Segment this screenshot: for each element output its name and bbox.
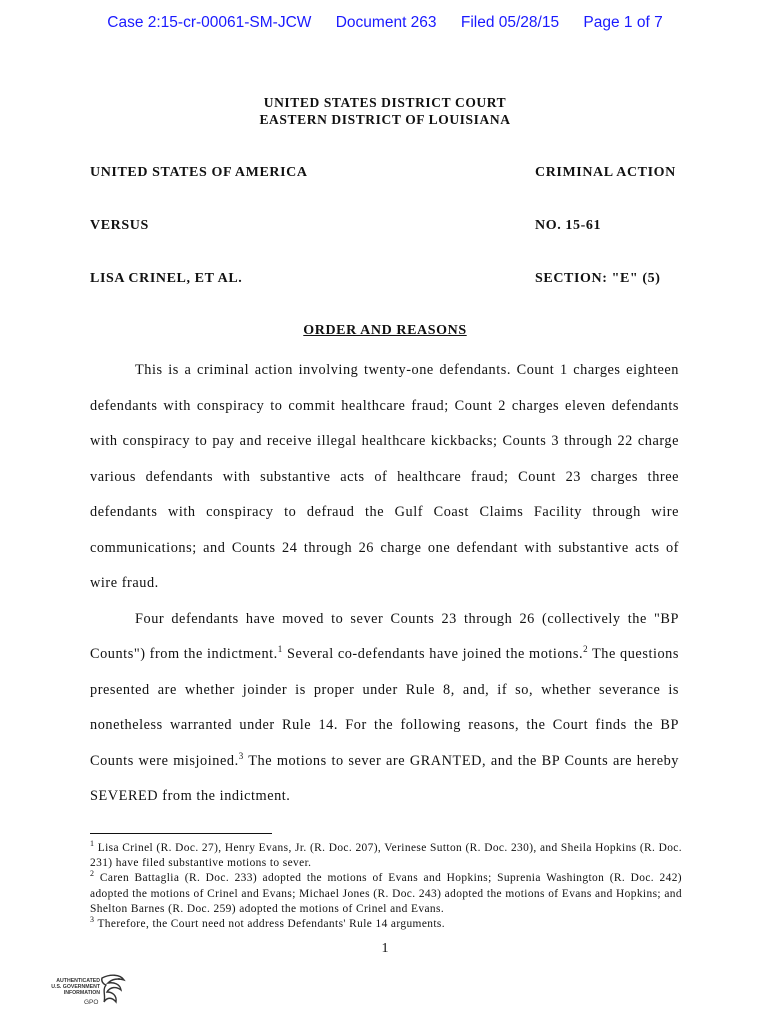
footnote-mark: 3 <box>90 915 95 925</box>
paragraph-1: This is a criminal action involving twenty-one defendants. Count 1 charges eighteen defendants with conspiracy to commit healthcare fraud; Count 2 charges eleven defendants with conspiracy to pay and receive illegal healthcare kickbacks; Counts 3 through 22 charge various defendants with substantive acts of healthcare fraud; Count 23 charges three defendants with conspiracy to defraud the Gulf Coast Claims Facility through wire communications; and Counts 24 through 26 charge one defendant with substantive acts of wire fraud. <box>90 362 679 591</box>
footnote-3 <box>90 917 682 932</box>
footnote-mark: 1 <box>90 839 95 849</box>
page-number: 1 <box>381 941 389 956</box>
footnote-ref-3[interactable]: 3 <box>238 750 244 761</box>
footnote-2 <box>90 871 682 917</box>
filed-date: Filed 05/28/15 <box>460 14 560 31</box>
footnote-text: Therefore, the Court need not address Defendants' Rule 14 arguments. <box>94 918 446 931</box>
order-body <box>90 353 679 815</box>
court-name <box>0 94 770 128</box>
caption-defendant: LISA CRINEL, ET AL. <box>90 271 243 286</box>
document-number: Document 263 <box>335 14 437 31</box>
order-heading: ORDER AND REASONS <box>303 323 467 338</box>
footnote-ref-2[interactable]: 2 <box>583 644 589 655</box>
gpo-logo-text: AUTHENTICATED U.S. GOVERNMENT INFORMATION <box>51 978 100 996</box>
case-number: Case 2:15-cr-00061-SM-JCW <box>107 14 312 31</box>
paragraph-2 <box>90 602 679 815</box>
footnote-1 <box>90 841 682 871</box>
gpo-logo-name: GPO <box>84 999 99 1006</box>
filing-stamp <box>0 14 770 32</box>
paragraph-2-part-a: Four defendants have moved to sever Counts 23 through 26 (collectively the "BP Counts") from the indictment. <box>90 610 679 662</box>
court-line-1: UNITED STATES DISTRICT COURT <box>263 95 507 110</box>
caption-plaintiff: UNITED STATES OF AMERICA <box>90 165 308 180</box>
footnote-text: Lisa Crinel (R. Doc. 27), Henry Evans, Jr. (R. Doc. 207), Verinese Sutton (R. Doc. 230), and Sheila Hopkins (R. Doc. 231) have filed substantive motions to sever. <box>90 842 682 870</box>
caption-number: NO. 15-61 <box>535 218 602 233</box>
eagle-icon <box>98 972 128 1012</box>
court-line-2: EASTERN DISTRICT OF LOUISIANA <box>259 112 511 127</box>
footnote-ref-1[interactable]: 1 <box>277 644 283 655</box>
footnote-text: Caren Battaglia (R. Doc. 233) adopted the motions of Evans and Hopkins; Suprenia Washington (R. Doc. 242) adopted the motions of Crinel and Evans; Michael Jones (R. Doc. 243) adopted the motions of Evans and Hopkins; and Shelton Barnes (R. Doc. 259) adopted the motions of Crinel and Evans. <box>90 872 682 915</box>
gpo-authentication-logo <box>40 972 132 1012</box>
footnote-divider <box>90 833 272 834</box>
caption-section: SECTION: "E" (5) <box>535 271 661 286</box>
footnotes <box>90 841 682 932</box>
paragraph-2-part-b: Several co-defendants have joined the motions. <box>282 646 584 662</box>
page-count: Page 1 of 7 <box>583 14 663 31</box>
caption-action: CRIMINAL ACTION <box>535 165 676 180</box>
paragraph-2-part-c: The questions presented are whether joinder is proper under Rule 8, and, if so, whether severance is nonetheless warranted under Rule 14. For the following reasons, the Court finds the BP Counts were misjoined. <box>90 646 679 769</box>
caption-versus: VERSUS <box>90 218 149 233</box>
footnote-mark: 2 <box>90 869 95 879</box>
paragraph-2-part-d: The motions to sever are GRANTED, and the BP Counts are hereby SEVERED from the indictment. <box>90 752 679 804</box>
